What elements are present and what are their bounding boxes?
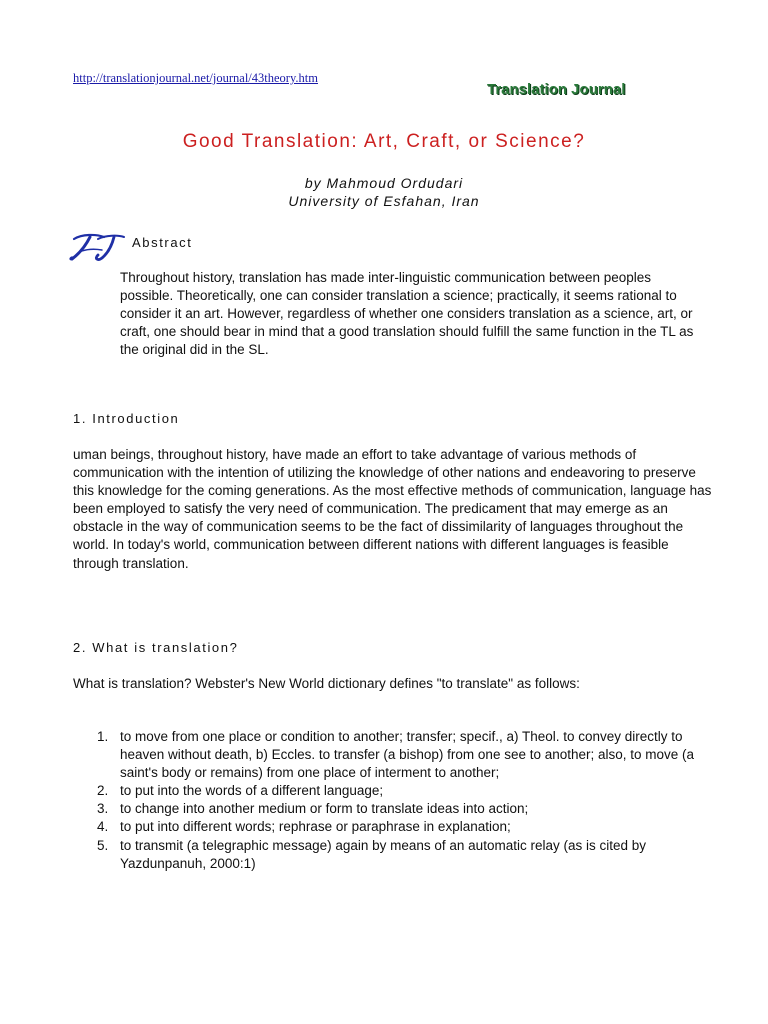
list-item (73, 837, 713, 873)
list-item-text: to put into different words; rephrase or paraphrase in explanation; (120, 819, 511, 835)
source-url-link[interactable]: http://translationjournal.net/journal/43theory.htm (73, 71, 318, 85)
list-item-text: to change into another medium or form to translate ideas into action; (120, 801, 529, 817)
list-number: 2. (97, 783, 109, 799)
definition-list (73, 728, 713, 873)
list-item (73, 782, 713, 800)
list-item (73, 728, 713, 782)
list-item-text: to transmit (a telegraphic message) again by means of an automatic relay (as is cited by Yazdunpanuh, 2000:1) (120, 837, 646, 871)
list-number: 1. (97, 729, 109, 744)
abstract-text: Throughout history, translation has made inter-linguistic communication between peoples possible. Theoretically, one can consider translation a science; practically, it seems rational to consider it an art. However, regardless of whether one considers translation as a science, art, or craft, one should bear in mind that a good translation should fulfill the same function in the TL as the original did in the SL. (120, 270, 694, 358)
section-heading-what-is-translation: 2. What is translation? (73, 640, 239, 655)
list-item (73, 800, 713, 818)
tj-monogram-icon (68, 231, 126, 263)
journal-logo: Translation Journal (487, 81, 626, 98)
what-is-translation-text: What is translation? Webster's New World dictionary defines "to translate" as follows: (73, 676, 580, 691)
list-number: 4. (97, 819, 109, 835)
introduction-text: uman beings, throughout history, have made an effort to take advantage of various methods of communication with the intention of utilizing the knowledge of other nations and endeavoring to preserve this knowledge for the coming generations. As the most effective methods of communication, language has been employed to satisfy the very need of communication. The predicament that may emerge as an obstacle in the way of communication seems to be the fact of dissimilarity of languages throughout the world. In today's world, communication between different nations with different languages is feasible through translation. (73, 447, 712, 571)
abstract-heading: Abstract (132, 235, 193, 250)
section-heading-introduction: 1. Introduction (73, 411, 180, 426)
list-item (73, 818, 713, 836)
byline-block (0, 174, 768, 210)
list-item-text: to move from one place or condition to another; transfer; specif., a) Theol. to convey directly to heaven without death, b) Eccles. to transfer (a bishop) from one see to another; also, to move (a saint's body or remains) from one place of interment to another; (120, 729, 695, 781)
list-number: 3. (97, 801, 109, 817)
list-number: 5. (97, 837, 109, 853)
list-item-text: to put into the words of a different language; (120, 783, 384, 799)
article-title: Good Translation: Art, Craft, or Science? (182, 131, 586, 152)
author-affiliation: University of Esfahan, Iran (288, 193, 480, 209)
author-name: by Mahmoud Ordudari (304, 175, 464, 191)
